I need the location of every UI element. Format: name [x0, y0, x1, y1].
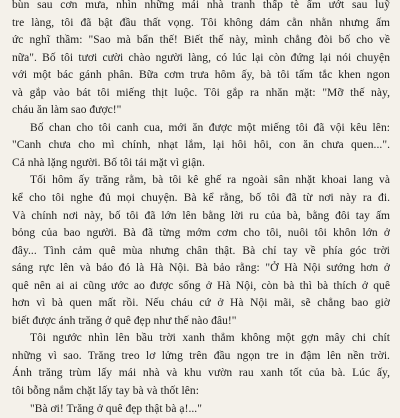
text-line: "Bà ơi! Trăng ở quê đẹp thật bà ạ!..." — [30, 402, 202, 415]
text-line: Và chính nơi này, bố tôi đã lớn lên bằng lời ru của bà, bằng đôi tay ấm — [12, 209, 390, 222]
text-line: cháu ăn làm sao được!" — [12, 104, 122, 117]
text-line: Tôi ngước nhìn lên bầu trời xanh thẳm không một gợn mây chi chít — [30, 332, 390, 345]
text-line: và gắp vào bát tôi miếng thịt luộc. Tôi gắp ra nhăn mặt: "Mỡ thế này, — [12, 86, 390, 99]
text-line: những vì sao. Trăng treo lơ lửng trên đầu ngọn tre in đậm lên nền trời. — [12, 349, 390, 362]
text-line: với một bác gánh phân. Bữa cơm trưa hôm ấy, bà tôi tấm tắc khen ngon — [12, 69, 390, 82]
text-line: ức nghĩ thầm: "Sao mà bẩn thế! Biết thế này, mình chẳng đòi bố cho về — [12, 34, 390, 47]
text-line: bùn sau cơn mưa, nhìn những mái nhà tranh thấp tè ẩm ướt sau luỹ — [12, 0, 390, 11]
text-line: Bố chan cho tôi canh cua, mới ăn được một miếng tôi đã vội kêu lên: — [30, 121, 390, 134]
text-line: quê nên ai ai cũng ước ao được sống ở Hà Nội, còn bà thì bà thích ở quê — [12, 279, 390, 292]
text-line: nữa". Bố tôi tươi cười chào người làng, có lúc lại còn đứng lại nói chuyện — [12, 51, 390, 64]
text-line: Cả nhà lặng người. Bố tôi tái mặt vì giận. — [12, 156, 205, 169]
text-line: đây... Tình cảm quê mùa nhưng chân thật. Bà chỉ tay về phía góc trời — [12, 244, 390, 257]
text-line: hơn vì bà quen mất rồi. Nếu cháu cứ ở Hà Nội mãi, sẽ chẳng bao giờ — [12, 297, 390, 310]
text-line: "Canh chưa cho mì chính, nhạt lắm, lại hôi hôi, con ăn chưa quen...". — [12, 139, 390, 152]
text-line: kể cho tôi nghe đủ mọi chuyện. Bà kể rằng, bố tôi đã từ nơi này ra đi. — [12, 192, 390, 205]
body-text — [12, 0, 390, 418]
text-line: Ánh trăng trùm lấy mái nhà và khu vườn rau xanh tốt của bà. Lúc ấy, — [12, 367, 390, 380]
text-line: sáng rực lên và bảo đó là Hà Nội. Bà bảo rằng: "Ở Hà Nội sướng hơn ở — [12, 262, 390, 275]
text-line: bỏng của bao người. Bà đã từng mớm cơm cho tôi, nuôi tôi khôn lớn ở — [12, 227, 390, 240]
text-line: biết được ánh trăng ở quê đẹp như thế nào đâu!" — [12, 314, 237, 327]
text-line: tôi bỗng nắm chặt lấy tay bà và thốt lên: — [12, 385, 199, 398]
text-line: tre làng, tôi đã bật đầu thất vọng. Tôi không dám cằn nhằn nhưng ấm — [12, 16, 390, 29]
text-line: Tối hôm ấy trăng rằm, bà tôi kê ghế ra ngoài sân nhặt khoai lang và — [30, 174, 390, 187]
